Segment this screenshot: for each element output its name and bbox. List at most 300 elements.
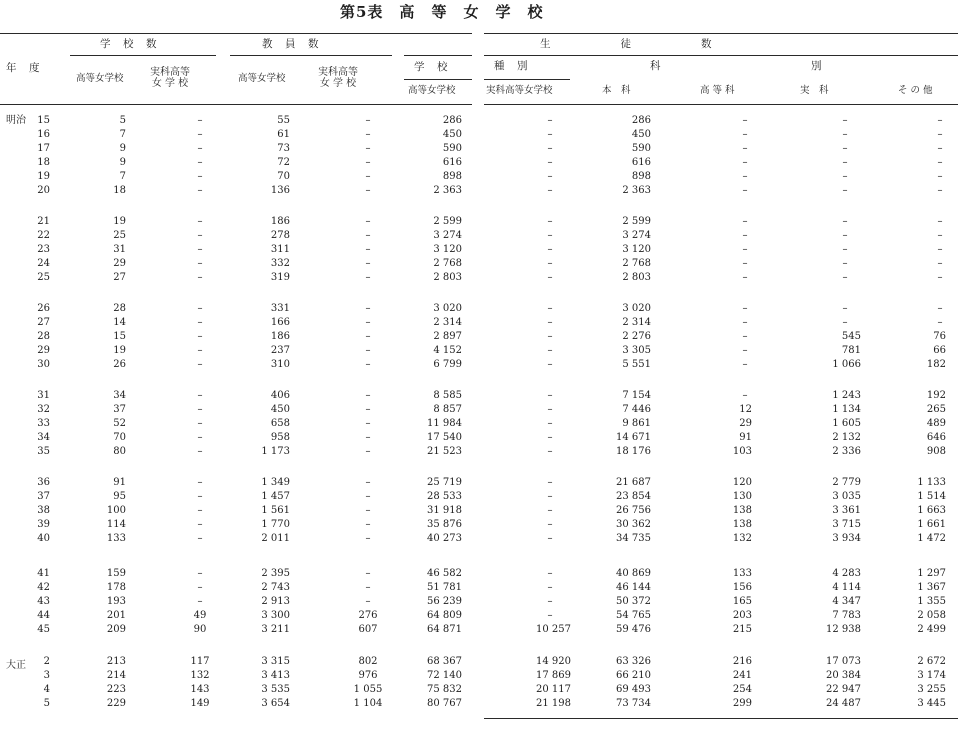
cell-jikka: – (842, 244, 848, 255)
cell-students-pr: – (547, 446, 553, 457)
cell-teachers-pr: – (365, 519, 371, 530)
cell-schools-hs: 25 (113, 230, 126, 241)
cell-schools-hs: 28 (113, 303, 126, 314)
header-rule-left (0, 33, 472, 34)
cell-jikka: 1 243 (832, 390, 861, 401)
row-year: 26 (37, 303, 50, 314)
cell-schools-hs: 209 (106, 624, 126, 635)
cell-schools-pr: – (197, 331, 203, 342)
cell-jikka: 2 779 (832, 477, 861, 488)
cell-schools-pr: – (197, 491, 203, 502)
cell-other: – (937, 171, 943, 182)
cell-students-hs: 35 876 (427, 519, 462, 530)
cell-students-pr: 14 920 (536, 656, 571, 667)
cell-teachers-pr: – (365, 303, 371, 314)
cell-schools-pr: – (197, 477, 203, 488)
cell-students-pr: – (547, 418, 553, 429)
cell-teachers-hs: 331 (270, 303, 290, 314)
header-bottom-rule-left (0, 104, 472, 105)
honka-header: 本 科 (602, 85, 631, 96)
cell-teachers-pr: – (365, 491, 371, 502)
teachers-practical-header: 実科高等 女 学 校 (318, 67, 358, 89)
cell-schools-pr: – (197, 568, 203, 579)
cell-jikka: – (842, 230, 848, 241)
cell-students-pr: – (547, 568, 553, 579)
cell-other: – (937, 129, 943, 140)
cell-students-hs: 56 239 (427, 596, 462, 607)
row-year: 23 (37, 244, 50, 255)
cell-honka: 616 (631, 157, 651, 168)
cell-kotoka: – (742, 171, 748, 182)
cell-teachers-pr: – (365, 582, 371, 593)
cell-teachers-hs: 73 (277, 143, 290, 154)
kotoka-header: 高 等 科 (700, 85, 735, 96)
row-year: 17 (37, 143, 50, 154)
cell-teachers-hs: 166 (270, 317, 290, 328)
cell-students-hs: 898 (442, 171, 462, 182)
cell-students-hs: 3 120 (433, 244, 462, 255)
cell-kotoka: – (742, 272, 748, 283)
subheader-rule-students-left (404, 55, 472, 56)
cell-honka: 66 210 (616, 670, 651, 681)
cell-schools-pr: – (197, 185, 203, 196)
cell-other: – (937, 185, 943, 196)
cell-students-hs: 8 857 (433, 404, 462, 415)
cell-teachers-pr: – (365, 596, 371, 607)
cell-jikka: – (842, 303, 848, 314)
cell-jikka: – (842, 258, 848, 269)
page-title: 第5表 高 等 女 学 校 (340, 3, 544, 21)
cell-students-pr: – (547, 359, 553, 370)
cell-students-pr: 17 869 (536, 670, 571, 681)
cell-schools-pr: – (197, 303, 203, 314)
cell-kotoka: 156 (732, 582, 752, 593)
cell-honka: 50 372 (616, 596, 651, 607)
cell-other: 265 (926, 404, 946, 415)
cell-other: – (937, 230, 943, 241)
cell-students-pr: – (547, 519, 553, 530)
cell-jikka: 4 114 (832, 582, 861, 593)
cell-kotoka: 241 (732, 670, 752, 681)
cell-kotoka: – (742, 115, 748, 126)
cell-teachers-pr: – (365, 171, 371, 182)
cell-other: – (937, 244, 943, 255)
students-hs-header: 高等女学校 (408, 85, 456, 96)
cell-teachers-pr: – (365, 359, 371, 370)
cell-schools-hs: 34 (113, 390, 126, 401)
cell-teachers-pr: – (365, 568, 371, 579)
cell-students-pr: – (547, 185, 553, 196)
cell-students-hs: 46 582 (427, 568, 462, 579)
row-year: 36 (37, 477, 50, 488)
cell-teachers-pr: – (365, 345, 371, 356)
cell-honka: 3 120 (622, 244, 651, 255)
cell-other: 76 (933, 331, 946, 342)
cell-students-hs: 28 533 (427, 491, 462, 502)
cell-other: 3 174 (917, 670, 946, 681)
subheader-rule-course (484, 79, 570, 80)
cell-students-pr: – (547, 157, 553, 168)
cell-schools-hs: 114 (106, 519, 126, 530)
cell-teachers-pr: – (365, 418, 371, 429)
cell-other: 192 (926, 390, 946, 401)
cell-teachers-hs: 237 (270, 345, 290, 356)
cell-honka: 286 (631, 115, 651, 126)
header-bottom-rule-right (484, 104, 958, 105)
cell-schools-pr: – (197, 317, 203, 328)
cell-schools-hs: 213 (106, 656, 126, 667)
cell-students-hs: 2 768 (433, 258, 462, 269)
cell-teachers-hs: 319 (270, 272, 290, 283)
cell-teachers-hs: 72 (277, 157, 290, 168)
cell-teachers-hs: 1 770 (261, 519, 290, 530)
row-year: 30 (37, 359, 50, 370)
cell-teachers-hs: 310 (270, 359, 290, 370)
cell-students-pr: 10 257 (536, 624, 571, 635)
cell-jikka: – (842, 157, 848, 168)
row-year: 19 (37, 171, 50, 182)
cell-schools-hs: 19 (113, 345, 126, 356)
cell-jikka: 781 (841, 345, 861, 356)
cell-other: 182 (926, 359, 946, 370)
cell-teachers-pr: – (365, 317, 371, 328)
cell-students-pr: – (547, 610, 553, 621)
cell-students-hs: 2 897 (433, 331, 462, 342)
cell-schools-hs: 70 (113, 432, 126, 443)
cell-kotoka: – (742, 390, 748, 401)
cell-other: – (937, 157, 943, 168)
cell-schools-pr: – (197, 519, 203, 530)
cell-honka: 26 756 (616, 505, 651, 516)
cell-schools-pr: – (197, 258, 203, 269)
cell-kotoka: 120 (732, 477, 752, 488)
cell-teachers-hs: 61 (277, 129, 290, 140)
cell-other: 2 499 (917, 624, 946, 635)
cell-students-pr: – (547, 331, 553, 342)
cell-students-hs: 4 152 (433, 345, 462, 356)
cell-kotoka: 29 (739, 418, 752, 429)
schools-hs-header: 高等女学校 (76, 73, 124, 84)
cell-students-hs: 8 585 (433, 390, 462, 401)
cell-students-hs: 21 523 (427, 446, 462, 457)
cell-teachers-pr: 1 104 (353, 698, 383, 709)
cell-kotoka: 138 (732, 519, 752, 530)
cell-teachers-pr: – (365, 129, 371, 140)
cell-schools-hs: 193 (106, 596, 126, 607)
row-year: 21 (37, 216, 50, 227)
cell-other: – (937, 303, 943, 314)
jikka-header: 実 科 (800, 85, 829, 96)
cell-other: – (937, 272, 943, 283)
cell-students-hs: 3 274 (433, 230, 462, 241)
cell-schools-hs: 15 (113, 331, 126, 342)
cell-other: 3 255 (917, 684, 946, 695)
cell-jikka: 2 336 (832, 446, 861, 457)
cell-schools-pr: – (197, 359, 203, 370)
cell-teachers-hs: 3 211 (261, 624, 290, 635)
cell-honka: 23 854 (616, 491, 651, 502)
cell-students-hs: 2 314 (433, 317, 462, 328)
cell-schools-hs: 9 (119, 143, 126, 154)
cell-schools-pr: – (197, 432, 203, 443)
cell-students-pr: – (547, 390, 553, 401)
cell-schools-pr: – (197, 171, 203, 182)
cell-schools-hs: 5 (119, 115, 126, 126)
cell-students-pr: 21 198 (536, 698, 571, 709)
cell-schools-pr: – (197, 345, 203, 356)
row-year: 29 (37, 345, 50, 356)
cell-students-hs: 2 803 (433, 272, 462, 283)
cell-teachers-hs: 311 (270, 244, 290, 255)
row-year: 40 (37, 533, 50, 544)
cell-honka: 59 476 (616, 624, 651, 635)
cell-schools-pr: – (197, 157, 203, 168)
row-year: 5 (43, 698, 50, 709)
cell-schools-pr: 117 (190, 656, 210, 667)
cell-honka: 590 (631, 143, 651, 154)
cell-students-hs: 68 367 (427, 656, 462, 667)
row-year: 44 (37, 610, 50, 621)
cell-jikka: 24 487 (826, 698, 861, 709)
cell-kotoka: 130 (732, 491, 752, 502)
students-practical-header: 実科高等女学校 (486, 85, 553, 96)
cell-jikka: – (842, 185, 848, 196)
cell-honka: 73 734 (616, 698, 651, 709)
row-year: 45 (37, 624, 50, 635)
cell-honka: 2 314 (622, 317, 651, 328)
cell-other: – (937, 143, 943, 154)
cell-teachers-pr: – (365, 244, 371, 255)
cell-teachers-pr: – (365, 258, 371, 269)
cell-schools-hs: 19 (113, 216, 126, 227)
cell-honka: 2 363 (622, 185, 651, 196)
cell-schools-hs: 178 (106, 582, 126, 593)
cell-kotoka: 132 (732, 533, 752, 544)
cell-jikka: – (842, 317, 848, 328)
cell-students-hs: 64 871 (427, 624, 462, 635)
cell-students-hs: 590 (442, 143, 462, 154)
cell-jikka: 7 783 (832, 610, 861, 621)
cell-kotoka: – (742, 303, 748, 314)
cell-kotoka: – (742, 317, 748, 328)
cell-students-pr: – (547, 505, 553, 516)
cell-honka: 3 020 (622, 303, 651, 314)
cell-students-pr: – (547, 345, 553, 356)
cell-other: 646 (926, 432, 946, 443)
cell-teachers-pr: – (365, 157, 371, 168)
cell-teachers-hs: 70 (277, 171, 290, 182)
cell-other: 1 661 (917, 519, 946, 530)
row-year: 34 (37, 432, 50, 443)
cell-teachers-pr: – (365, 505, 371, 516)
row-year: 39 (37, 519, 50, 530)
cell-other: 1 133 (917, 477, 946, 488)
row-year: 41 (37, 568, 50, 579)
cell-teachers-pr: – (365, 432, 371, 443)
cell-jikka: – (842, 129, 848, 140)
cell-honka: 3 305 (622, 345, 651, 356)
cell-teachers-pr: 976 (358, 670, 378, 681)
cell-honka: 2 276 (622, 331, 651, 342)
cell-kotoka: 215 (732, 624, 752, 635)
row-year: 3 (43, 670, 50, 681)
cell-schools-hs: 214 (106, 670, 126, 681)
cell-teachers-pr: 276 (358, 610, 378, 621)
schools-practical-header: 実科高等 女 学 校 (150, 67, 190, 89)
by-course-header: 科 別 (650, 60, 823, 72)
cell-students-pr: – (547, 596, 553, 607)
cell-jikka: – (842, 272, 848, 283)
row-year: 4 (43, 684, 50, 695)
cell-schools-hs: 7 (119, 129, 126, 140)
cell-jikka: 22 947 (826, 684, 861, 695)
cell-schools-hs: 159 (106, 568, 126, 579)
cell-kotoka: 133 (732, 568, 752, 579)
cell-kotoka: 254 (732, 684, 752, 695)
cell-kotoka: – (742, 345, 748, 356)
teachers-header: 教 員 数 (262, 38, 320, 50)
cell-students-hs: 6 799 (433, 359, 462, 370)
cell-schools-pr: – (197, 244, 203, 255)
cell-students-pr: – (547, 216, 553, 227)
cell-honka: 46 144 (616, 582, 651, 593)
cell-teachers-hs: 278 (270, 230, 290, 241)
cell-kotoka: 91 (739, 432, 752, 443)
cell-teachers-hs: 1 457 (261, 491, 290, 502)
row-year: 16 (37, 129, 50, 140)
cell-schools-pr: – (197, 505, 203, 516)
cell-students-pr: – (547, 477, 553, 488)
cell-schools-hs: 80 (113, 446, 126, 457)
row-year: 35 (37, 446, 50, 457)
cell-teachers-hs: 3 654 (261, 698, 290, 709)
cell-students-hs: 75 832 (427, 684, 462, 695)
by-type-header: 種 別 (494, 60, 529, 72)
cell-students-pr: – (547, 171, 553, 182)
cell-students-pr: – (547, 129, 553, 140)
cell-teachers-hs: 3 413 (261, 670, 290, 681)
cell-schools-pr: 90 (193, 624, 207, 635)
cell-students-hs: 286 (442, 115, 462, 126)
cell-schools-hs: 31 (113, 244, 126, 255)
cell-students-pr: – (547, 272, 553, 283)
cell-students-hs: 25 719 (427, 477, 462, 488)
cell-teachers-pr: 802 (358, 656, 378, 667)
cell-students-pr: – (547, 115, 553, 126)
row-year: 25 (37, 272, 50, 283)
row-year: 22 (37, 230, 50, 241)
cell-jikka: – (842, 216, 848, 227)
gakko-header: 学 校 (414, 61, 449, 73)
cell-students-hs: 31 918 (427, 505, 462, 516)
cell-teachers-hs: 2 743 (261, 582, 290, 593)
cell-kotoka: 138 (732, 505, 752, 516)
cell-jikka: – (842, 143, 848, 154)
cell-teachers-hs: 406 (270, 390, 290, 401)
other-header: そ の 他 (898, 85, 933, 96)
cell-kotoka: – (742, 230, 748, 241)
cell-students-hs: 616 (442, 157, 462, 168)
year-header: 年 度 (6, 62, 41, 74)
cell-kotoka: – (742, 244, 748, 255)
cell-students-hs: 3 020 (433, 303, 462, 314)
subheader-rule-gakko (404, 79, 472, 80)
cell-kotoka: 103 (732, 446, 752, 457)
students-header: 生 徒 数 (540, 38, 713, 50)
cell-kotoka: – (742, 157, 748, 168)
cell-schools-hs: 223 (106, 684, 126, 695)
cell-kotoka: 165 (732, 596, 752, 607)
cell-schools-pr: 132 (190, 670, 210, 681)
cell-other: – (937, 216, 943, 227)
cell-jikka: 1 066 (832, 359, 861, 370)
subheader-rule-schools (70, 55, 216, 56)
cell-kotoka: – (742, 129, 748, 140)
cell-teachers-hs: 658 (270, 418, 290, 429)
cell-teachers-hs: 1 349 (261, 477, 290, 488)
cell-jikka: 1 134 (832, 404, 861, 415)
cell-honka: 69 493 (616, 684, 651, 695)
cell-schools-hs: 37 (113, 404, 126, 415)
cell-honka: 63 326 (616, 656, 651, 667)
cell-teachers-pr: – (365, 446, 371, 457)
cell-students-pr: – (547, 258, 553, 269)
cell-schools-hs: 9 (119, 157, 126, 168)
cell-jikka: 545 (841, 331, 861, 342)
row-year: 20 (37, 185, 50, 196)
cell-teachers-hs: 136 (270, 185, 290, 196)
cell-teachers-hs: 450 (270, 404, 290, 415)
cell-kotoka: – (742, 143, 748, 154)
cell-schools-pr: – (197, 272, 203, 283)
cell-other: 2 672 (917, 656, 946, 667)
cell-schools-hs: 229 (106, 698, 126, 709)
cell-honka: 30 362 (616, 519, 651, 530)
teachers-hs-header: 高等女学校 (238, 73, 286, 84)
cell-other: 1 514 (917, 491, 946, 502)
cell-teachers-pr: – (365, 477, 371, 488)
row-year: 33 (37, 418, 50, 429)
cell-teachers-hs: 1 561 (261, 505, 290, 516)
cell-honka: 3 274 (622, 230, 651, 241)
row-year: 15 (37, 115, 50, 126)
schools-header: 学 校 数 (100, 38, 158, 50)
cell-jikka: 17 073 (826, 656, 861, 667)
cell-honka: 54 765 (616, 610, 651, 621)
cell-teachers-pr: – (365, 115, 371, 126)
cell-students-hs: 11 984 (427, 418, 462, 429)
row-year: 24 (37, 258, 50, 269)
cell-students-pr: – (547, 303, 553, 314)
cell-jikka: 4 283 (832, 568, 861, 579)
cell-schools-hs: 95 (113, 491, 126, 502)
row-year: 2 (43, 656, 50, 667)
cell-students-pr: 20 117 (536, 684, 571, 695)
cell-schools-pr: – (197, 446, 203, 457)
cell-students-pr: – (547, 432, 553, 443)
cell-honka: 40 869 (616, 568, 651, 579)
cell-kotoka: 203 (732, 610, 752, 621)
cell-teachers-pr: – (365, 216, 371, 227)
cell-jikka: 20 384 (826, 670, 861, 681)
cell-schools-pr: – (197, 582, 203, 593)
row-year: 32 (37, 404, 50, 415)
row-year: 31 (37, 390, 50, 401)
cell-other: 66 (933, 345, 946, 356)
cell-kotoka: 216 (732, 656, 752, 667)
cell-students-hs: 80 767 (427, 698, 462, 709)
subheader-rule-students-right (484, 55, 958, 56)
